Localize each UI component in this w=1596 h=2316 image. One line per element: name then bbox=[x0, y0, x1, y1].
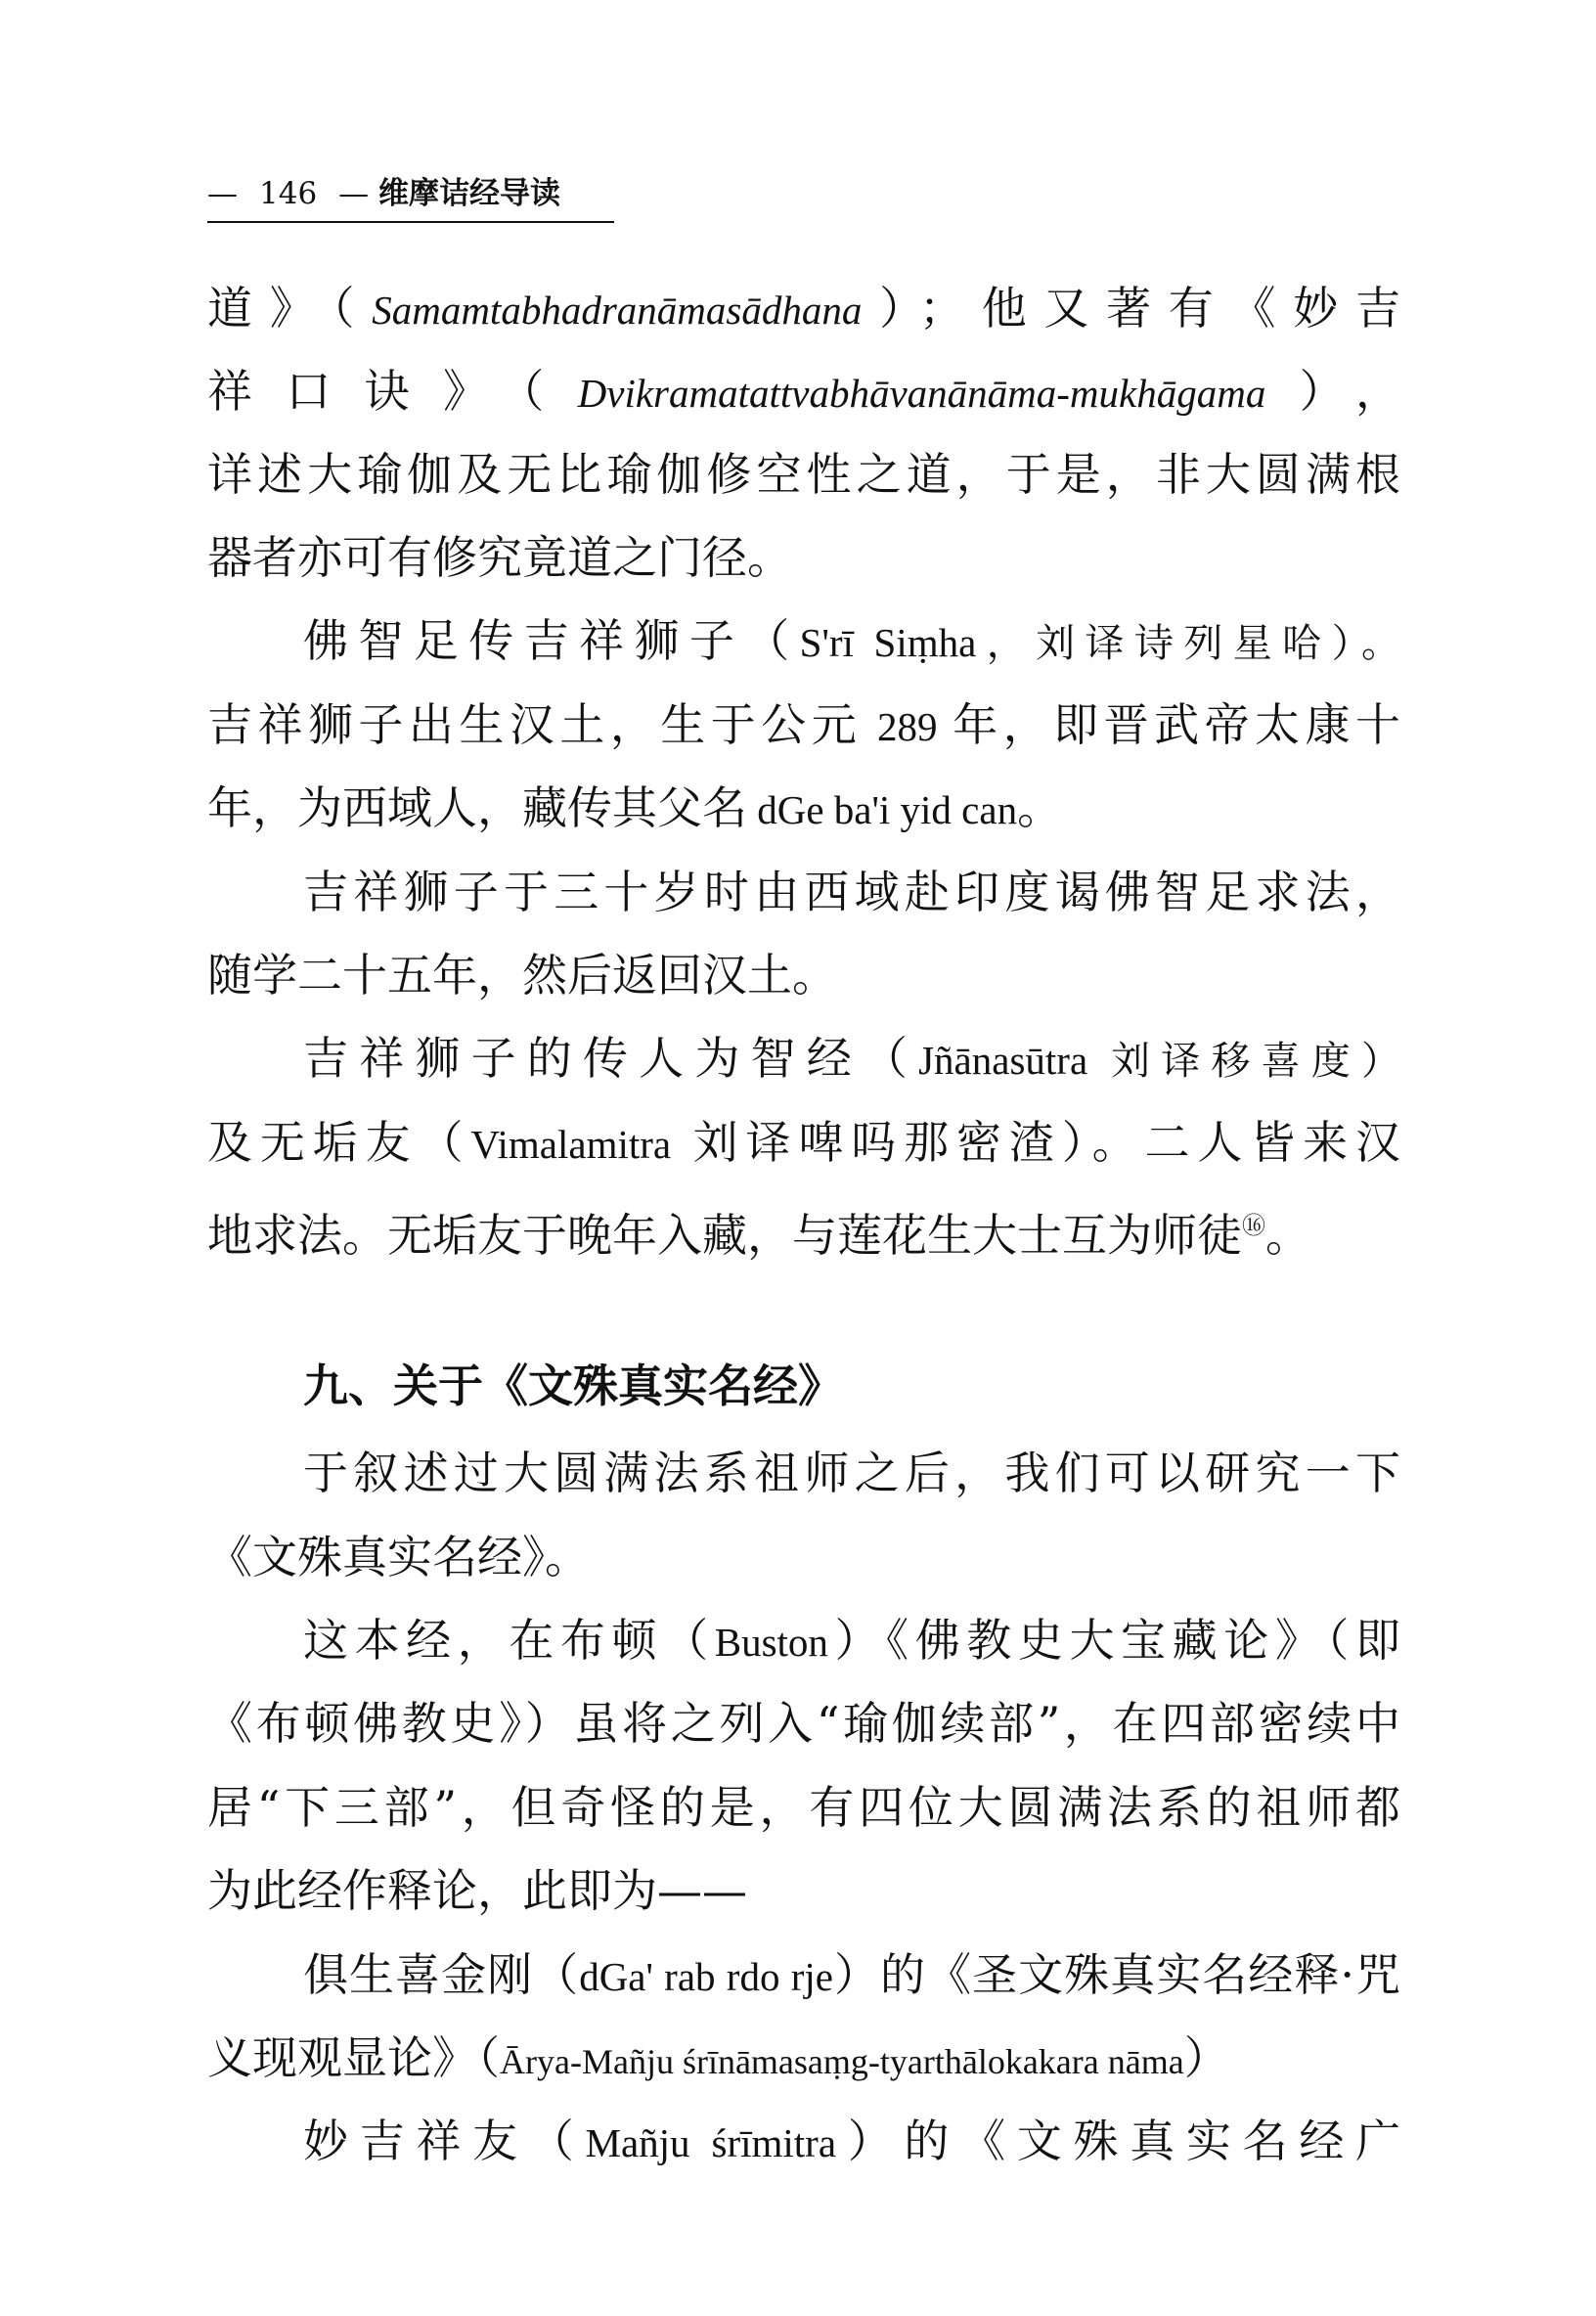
text-run: 吉祥狮子的传人为智经（ bbox=[303, 1032, 919, 1085]
sanskrit-title: Dvikramatattvabhāvanānāma-mukhāgama bbox=[577, 371, 1266, 416]
text-line bbox=[207, 693, 1400, 758]
text-run: 及无垢友（ bbox=[207, 1116, 471, 1169]
text-run: ）；他又著有《妙吉 bbox=[862, 282, 1400, 334]
author-name: Buston bbox=[714, 1620, 828, 1665]
sanskrit-name: S'rī Siṃha bbox=[799, 620, 977, 665]
header-rule bbox=[207, 221, 614, 223]
text-line bbox=[303, 1027, 1400, 1092]
text-line bbox=[207, 777, 1400, 841]
text-line: 器者亦可有修究竟道之门径。 bbox=[207, 531, 792, 584]
text-run: 。 bbox=[1265, 1209, 1310, 1262]
text-run: 地求法。无垢友于晚年入藏，与莲花生大士互为师徒 bbox=[207, 1209, 1242, 1262]
text-line bbox=[303, 1609, 1400, 1673]
text-run: ）的《圣文殊真实名经释·咒 bbox=[832, 1948, 1400, 2001]
text-run: ） bbox=[1183, 2031, 1229, 2084]
text-run: 刘译移喜度） bbox=[1087, 1039, 1400, 1084]
text-line: 《文殊真实名经》。 bbox=[207, 1531, 590, 1583]
text-run: 俱生喜金刚（ bbox=[303, 1948, 580, 2001]
text-run: ）的《文殊真实名经广 bbox=[836, 2115, 1400, 2167]
header-dash-right: — bbox=[338, 176, 370, 211]
text-line: 吉祥狮子于三十岁时由西域赴印度谒佛智足求法， bbox=[303, 866, 1400, 918]
text-run: 道》（ bbox=[207, 282, 373, 334]
text-run: 年，为西域人，藏传其父名 bbox=[207, 781, 747, 834]
text-line bbox=[207, 360, 1400, 424]
text-run: 年，即晋武帝太康十 bbox=[953, 698, 1400, 751]
text-run: 刘译啤吗那密渣）。二人皆来汉 bbox=[671, 1116, 1400, 1169]
text-run: 吉祥狮子出生汉土，生于公元 bbox=[207, 698, 863, 751]
text-run: 妙吉祥友（ bbox=[303, 2115, 586, 2167]
tibetan-name: dGe ba'i yid can bbox=[747, 787, 1018, 832]
text-line: 为此经作释论，此即为—— bbox=[207, 1864, 747, 1917]
tibetan-name: dGa' rab rdo rje bbox=[579, 1954, 833, 1999]
sanskrit-name: Jñānasūtra bbox=[918, 1038, 1088, 1083]
footnote-marker[interactable]: ⑯ bbox=[1242, 1212, 1265, 1239]
sanskrit-title: Samamtabhadranāmasādhana bbox=[372, 288, 863, 333]
text-run: ）， bbox=[1265, 365, 1400, 418]
text-line bbox=[303, 2110, 1400, 2174]
header-dash-left: — bbox=[207, 176, 238, 211]
text-line bbox=[207, 277, 1400, 341]
text-line bbox=[207, 2026, 1400, 2093]
sanskrit-name: Vimalamitra bbox=[470, 1122, 672, 1167]
text-line bbox=[207, 1111, 1400, 1176]
text-run: 祥口诀》（ bbox=[207, 365, 578, 418]
text-line: 《布顿佛教史》）虽将之列入“瑜伽续部”，在四部密续中 bbox=[207, 1697, 1400, 1750]
section-heading: 九、关于《文殊真实名经》 bbox=[303, 1359, 843, 1412]
sanskrit-name: Mañju śrīmitra bbox=[585, 2120, 837, 2165]
text-run: 。 bbox=[1017, 781, 1063, 834]
text-line: 于叙述过大圆满法系祖师之后，我们可以研究一下 bbox=[303, 1447, 1400, 1499]
book-title: 维摩诘经导读 bbox=[378, 176, 561, 211]
text-run: ，刘译诗列星哈）。 bbox=[976, 621, 1400, 666]
year-number: 289 bbox=[862, 704, 953, 749]
text-line: 详述大瑜伽及无比瑜伽修空性之道，于是，非大圆满根 bbox=[207, 448, 1400, 501]
text-run: 这本经，在布顿（ bbox=[303, 1614, 715, 1667]
text-run: 佛智足传吉祥狮子（ bbox=[303, 614, 800, 667]
text-line bbox=[207, 1194, 1400, 1267]
text-line bbox=[303, 609, 1400, 675]
sanskrit-title: Ārya-Mañju śrīnāmasaṃg-tyarthālokakara nāma bbox=[500, 2042, 1184, 2081]
text-line: 居“下三部”，但奇怪的是，有四位大圆满法系的祖师都 bbox=[207, 1781, 1400, 1834]
text-line bbox=[303, 1943, 1400, 2008]
page-number: 146 bbox=[259, 176, 318, 211]
text-line: 随学二十五年，然后返回汉土。 bbox=[207, 949, 837, 1002]
text-run: ）《佛教史大宝藏论》（即 bbox=[827, 1614, 1400, 1667]
text-run: 义现观显论》（ bbox=[207, 2031, 500, 2084]
running-header bbox=[207, 174, 618, 213]
